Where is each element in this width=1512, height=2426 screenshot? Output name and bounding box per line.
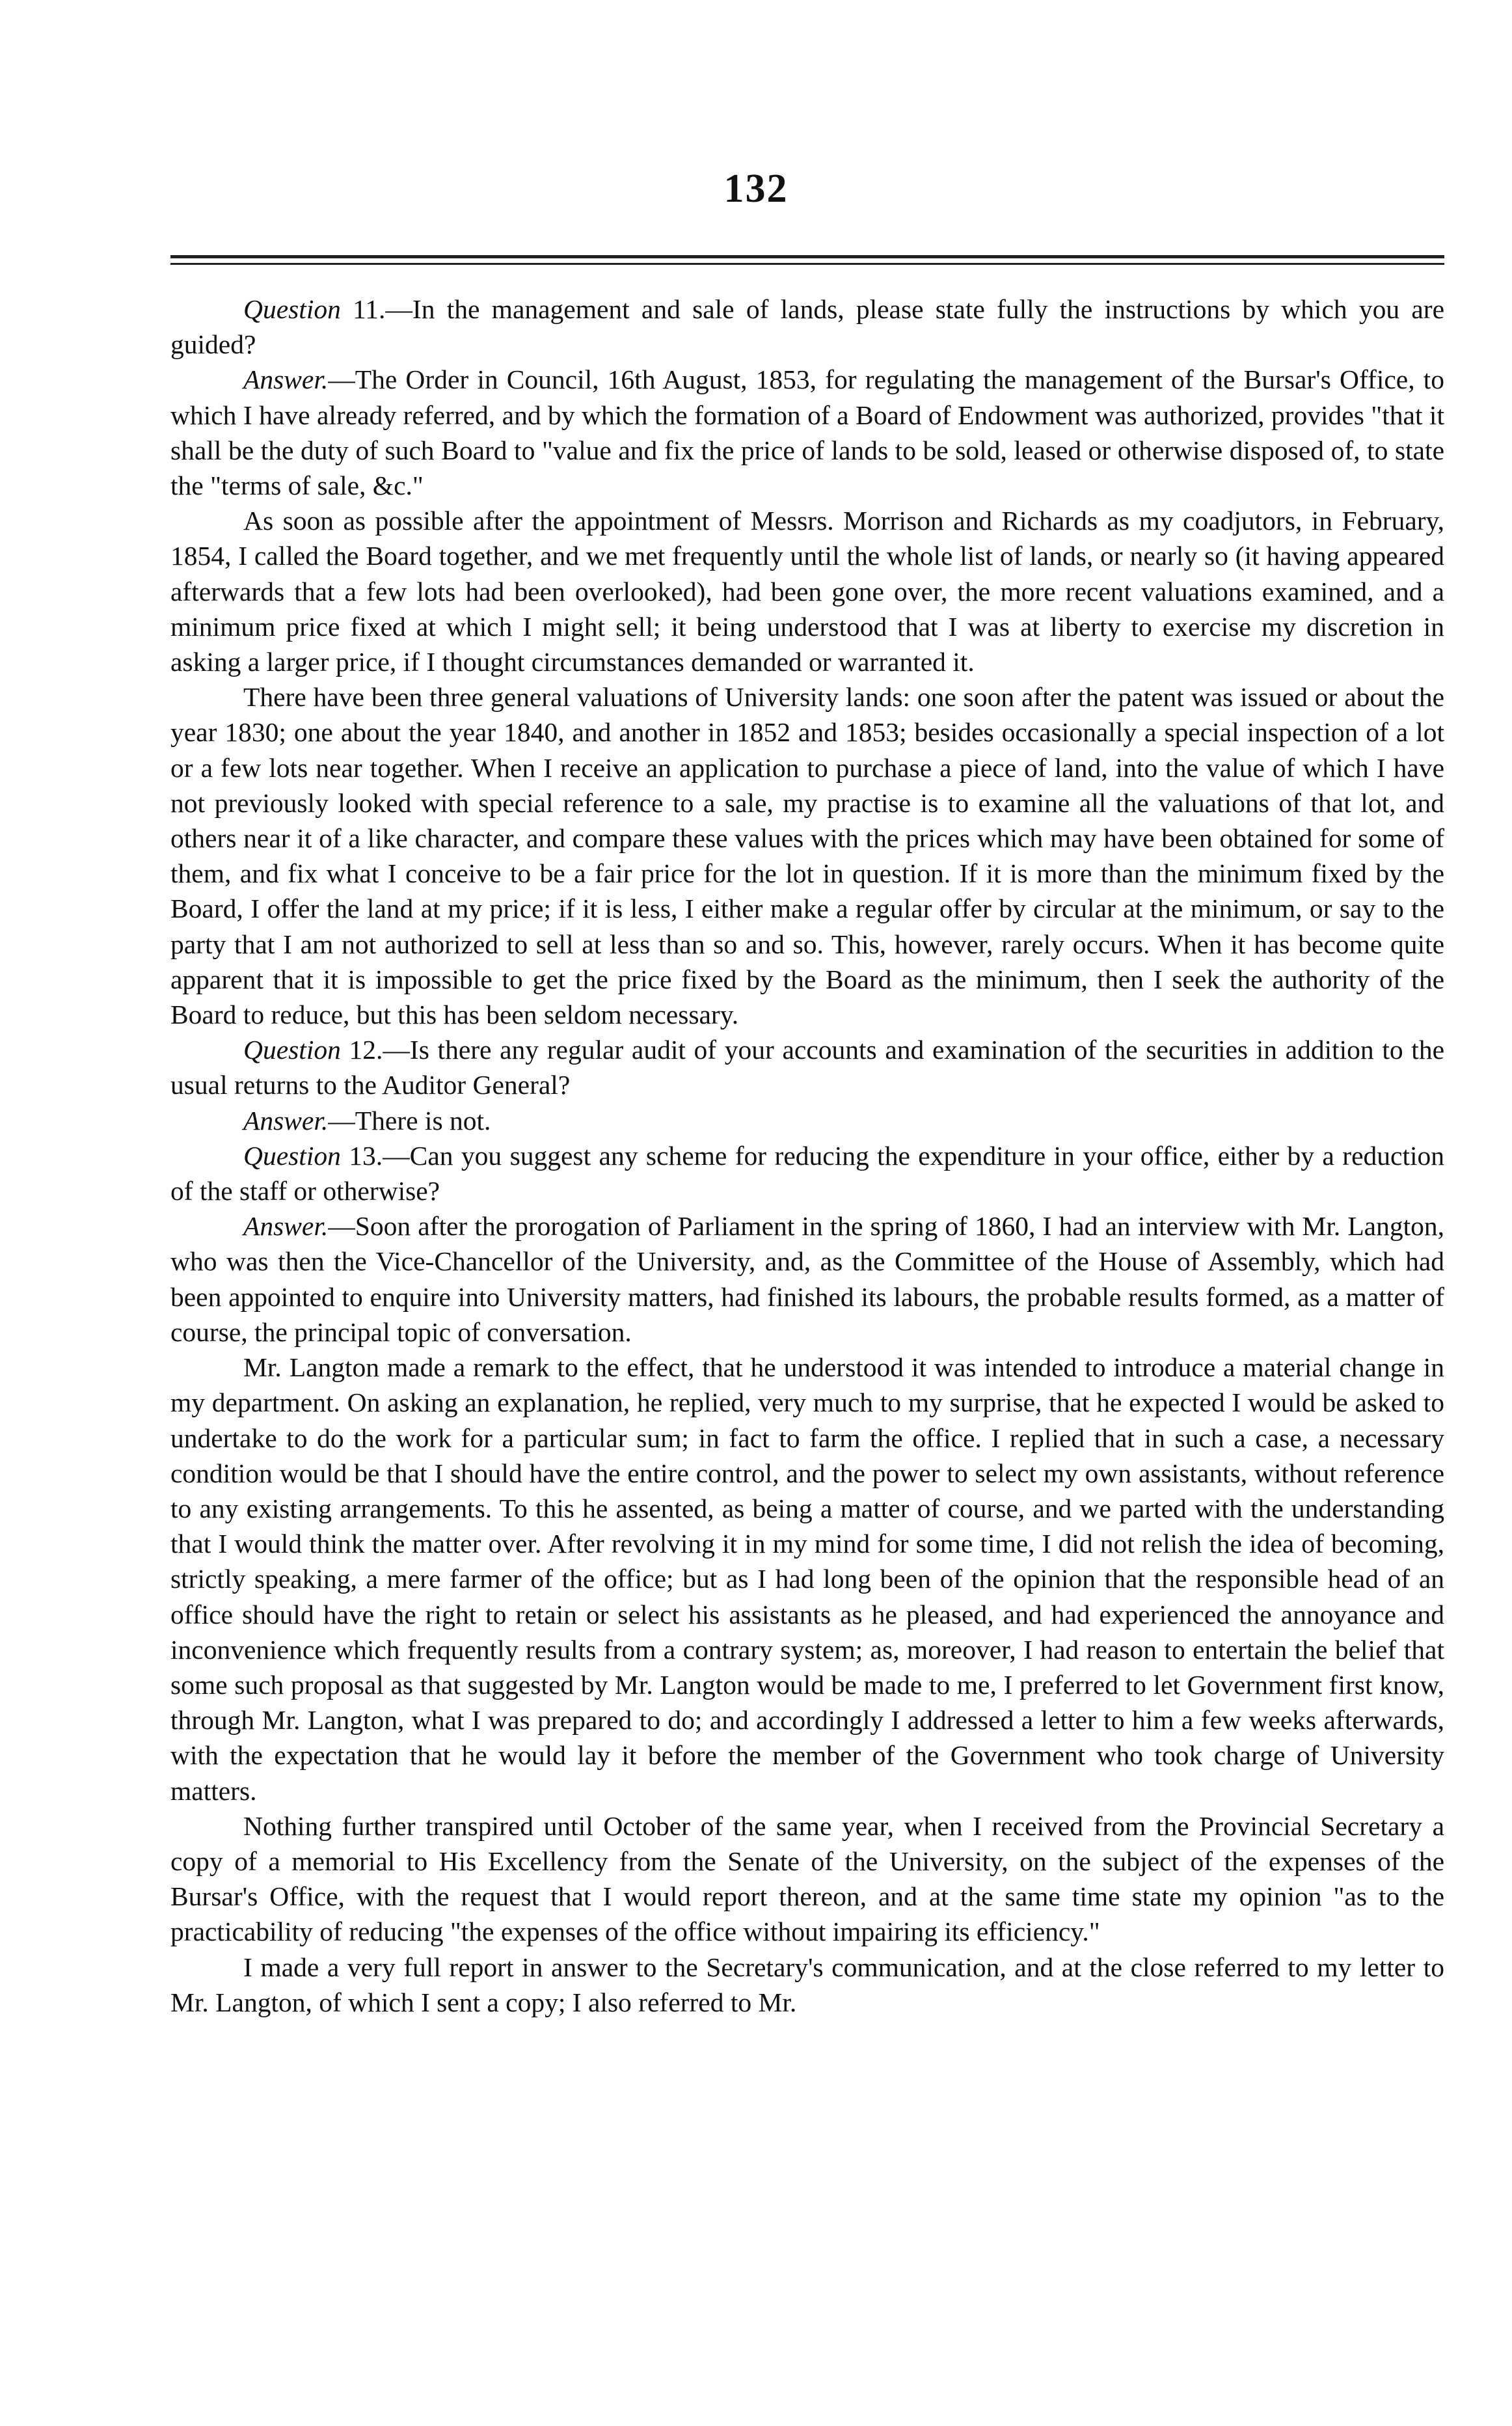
body-text — [170, 292, 1444, 2020]
paragraph-question-13 — [170, 1138, 1444, 1208]
answer-label: Answer. — [243, 364, 329, 395]
paragraph-question-12 — [170, 1032, 1444, 1102]
question-label: Question — [243, 294, 341, 324]
paragraph-text: —Soon after the prorogation of Parliament in the spring of 1860, I had an interview with Mr. Langton, who was then the Vice-Chancellor of the University, and, as the Committee of the House of Assembly, which had been appointed to enquire into University matters, had finished its labours, the probable results formed, as a matter of course, the principal topic of conversation. — [170, 1211, 1444, 1347]
question-label: Question — [243, 1140, 341, 1171]
paragraph-valuations — [170, 679, 1444, 1032]
paragraph-text: As soon as possible after the appointment of Messrs. Morrison and Richards as my coadjutors, in February, 1854, I called the Board together, and we met frequently until the whole list of lands, or nearly so (it having appeared afterwards that a few lots had been overlooked), had been gone over, the more recent valuations examined, and a minimum price fixed at which I might sell; it being understood that I was at liberty to exercise my discretion in asking a larger price, if I thought circumstances demanded or warranted it. — [170, 506, 1444, 677]
paragraph-answer-11 — [170, 362, 1444, 503]
paragraph-text: —There is not. — [328, 1105, 491, 1136]
paragraph-text: There have been three general valuations of University lands: one soon after the patent was issued or about the year 1830; one about the year 1840, and another in 1852 and 1853; besides occasionally a special inspection of a lot or a few lots near together. When I receive an application to purchase a piece of land, into the value of which I have not previously looked with special reference to a sale, my practise is to examine all the valuations of that lot, and others near it of a like character, and compare these values with the prices which may have been obtained for some of them, and fix what I conceive to be a fair price for the lot in question. If it is more than the minimum fixed by the Board, I offer the land at my price; if it is less, I either make a regular offer by circular at the minimum, or say to the party that I am not authorized to sell at less than so and so. This, however, rarely occurs. When it has become quite apparent that it is impossible to get the price fixed by the Board as the minimum, then I seek the authority of the Board to reduce, but this has been seldom necessary. — [170, 682, 1444, 1030]
paragraph-text: Mr. Langton made a remark to the effect, that he understood it was intended to introduce a material change in my department. On asking an explanation, he replied, very much to my surprise, that he expected I would be asked to undertake to do the work for a particular sum; in fact to farm the office. I replied that in such a case, a necessary condition would be that I should have the entire control, and the power to select my own assistants, without reference to any existing arrangements. To this he assented, as being a matter of course, and we parted with the understanding that I would think the matter over. After revolving it in my mind for some time, I did not relish the idea of becoming, strictly speaking, a mere farmer of the office; but as I had long been of the opinion that the responsible head of an office should have the right to retain or select his assistants as he pleased, and had experienced the annoyance and inconvenience which frequently results from a contrary system; as, moreover, I had reason to entertain the belief that some such proposal as that suggested by Mr. Langton would be made to me, I preferred to let Government first know, through Mr. Langton, what I was prepared to do; and accordingly I addressed a letter to him a few weeks afterwards, with the expectation that he would lay it before the member of the Government who took charge of University matters. — [170, 1352, 1444, 1806]
paragraph-text: 13.—Can you suggest any scheme for reducing the expenditure in your office, either by a reduction of the staff or otherwise? — [170, 1140, 1444, 1206]
paragraph-text: Nothing further transpired until October of the same year, when I received from the Provincial Secretary a copy of a memorial to His Excellency from the Senate of the University, on the subject of the expenses of the Bursar's Office, with the request that I would report thereon, and at the same time state my opinion "as to the practicability of reducing "the expenses of the office without impairing its efficiency." — [170, 1810, 1444, 1947]
paragraph-text: 11.—In the management and sale of lands, please state fully the instructions by which you are guided? — [170, 294, 1444, 360]
paragraph-answer-13 — [170, 1208, 1444, 1350]
paragraph-board-meeting — [170, 503, 1444, 679]
page-number: 132 — [723, 167, 789, 211]
paragraph-langton-remark — [170, 1350, 1444, 1808]
paragraph-report — [170, 1950, 1444, 2020]
header-rule-top — [170, 255, 1444, 258]
header-rule-bottom — [170, 263, 1444, 265]
paragraph-text: 12.—Is there any regular audit of your accounts and examination of the securities in addition to the usual returns to the Auditor General? — [170, 1035, 1444, 1100]
question-label: Question — [243, 1035, 341, 1065]
paragraph-text: I made a very full report in answer to the Secretary's communication, and at the close referred to my letter to Mr. Langton, of which I sent a copy; I also referred to Mr. — [170, 1952, 1444, 2017]
answer-label: Answer. — [243, 1105, 329, 1136]
paragraph-text: —The Order in Council, 16th August, 1853, for regulating the management of the Bursar's Office, to which I have already referred, and by which the formation of a Board of Endowment was authorized, provides "that it shall be the duty of such Board to "value and fix the price of lands to be sold, leased or otherwise disposed of, to state the "terms of sale, &c." — [170, 364, 1444, 501]
paragraph-memorial — [170, 1808, 1444, 1950]
answer-label: Answer. — [243, 1211, 329, 1242]
paragraph-answer-12 — [170, 1103, 1444, 1138]
paragraph-question-11 — [170, 292, 1444, 362]
